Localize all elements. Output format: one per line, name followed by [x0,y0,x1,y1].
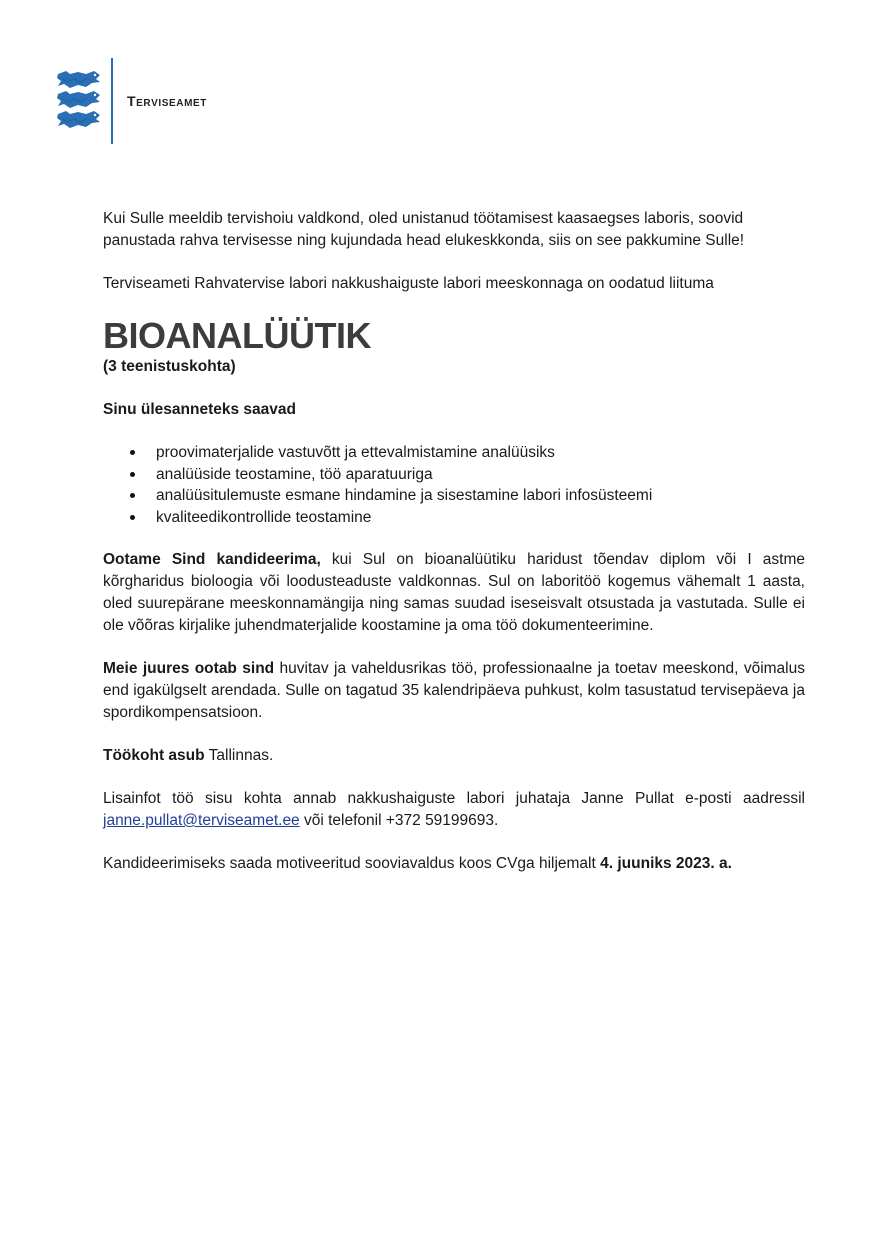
three-lions-crest-icon [56,70,102,132]
requirements-paragraph [103,549,805,637]
apply-text: Kandideerimiseks saada motiveeritud sooviavaldus koos CVga hiljemalt [103,855,601,872]
location-paragraph [103,745,805,767]
contact-text: Lisainfot töö sisu kohta annab nakkushaiguste labori juhataja Janne Pullat e-posti aadressil [103,790,805,807]
requirements-text: kui Sul on bioanalüütiku haridust tõendav diplom või I astme kõrgharidus bioloogia või loodusteaduste valdkonnas. Sul on laboritöö kogemus vähemalt 1 aasta, oled suurepärane meeskonnamängija ning samas suudad iseseisvalt otsustada ja vastutada. Sulle ei ole võõras kirjalike juhendmaterjalide koostamine ja oma töö dokumenteerimine. [103,551,805,634]
list-item: proovimaterjalide vastuvõtt ja ettevalmistamine analüüsiks [156,442,805,464]
invite-paragraph: Terviseameti Rahvatervise labori nakkushaiguste labori meeskonnaga on oodatud liituma [103,275,714,292]
apply-deadline: 4. juuniks 2023. a. [600,855,732,872]
contact-phone-text: või telefonil +372 59199693. [299,812,499,829]
logo-divider [111,58,113,144]
apply-paragraph [103,853,805,875]
list-item: kvaliteedikontrollide teostamine [156,507,805,529]
header-logo [56,58,356,144]
tasks-list [103,442,805,528]
location-text: Tallinnas. [204,747,274,764]
list-item: analüüsitulemuste esmane hindamine ja sisestamine labori infosüsteemi [156,485,805,507]
job-posting [103,208,805,875]
list-item: analüüside teostamine, töö aparatuuriga [156,464,805,486]
requirements-lead: Ootame Sind kandideerima, [103,551,321,568]
benefits-text: huvitav ja vaheldusrikas töö, professionaalne ja toetav meeskond, võimalus end igakülgselt arendada. Sulle on tagatud 35 kalendripäeva puhkust, kolm tasustatud tervisepäeva ja spordikompensatsioon. [103,660,805,721]
location-lead: Töökoht asub [103,747,205,764]
contact-paragraph [103,788,805,832]
org-name: Terviseamet [127,93,207,109]
tasks-heading: Sinu ülesanneteks saavad [103,401,296,418]
benefits-lead: Meie juures ootab sind [103,660,275,677]
positions-count: (3 teenistuskohta) [103,358,236,375]
benefits-paragraph [103,658,805,724]
intro-paragraph: Kui Sulle meeldib tervishoiu valdkond, oled unistanud töötamisest kaasaegses laboris, soovid panustada rahva tervisesse ning kujundada head elukeskkonda, siis on see pakkumine Sulle! [103,210,745,249]
contact-email-link[interactable]: janne.pullat@terviseamet.ee [103,812,300,829]
job-title: BIOANALÜÜTIK [103,315,371,356]
